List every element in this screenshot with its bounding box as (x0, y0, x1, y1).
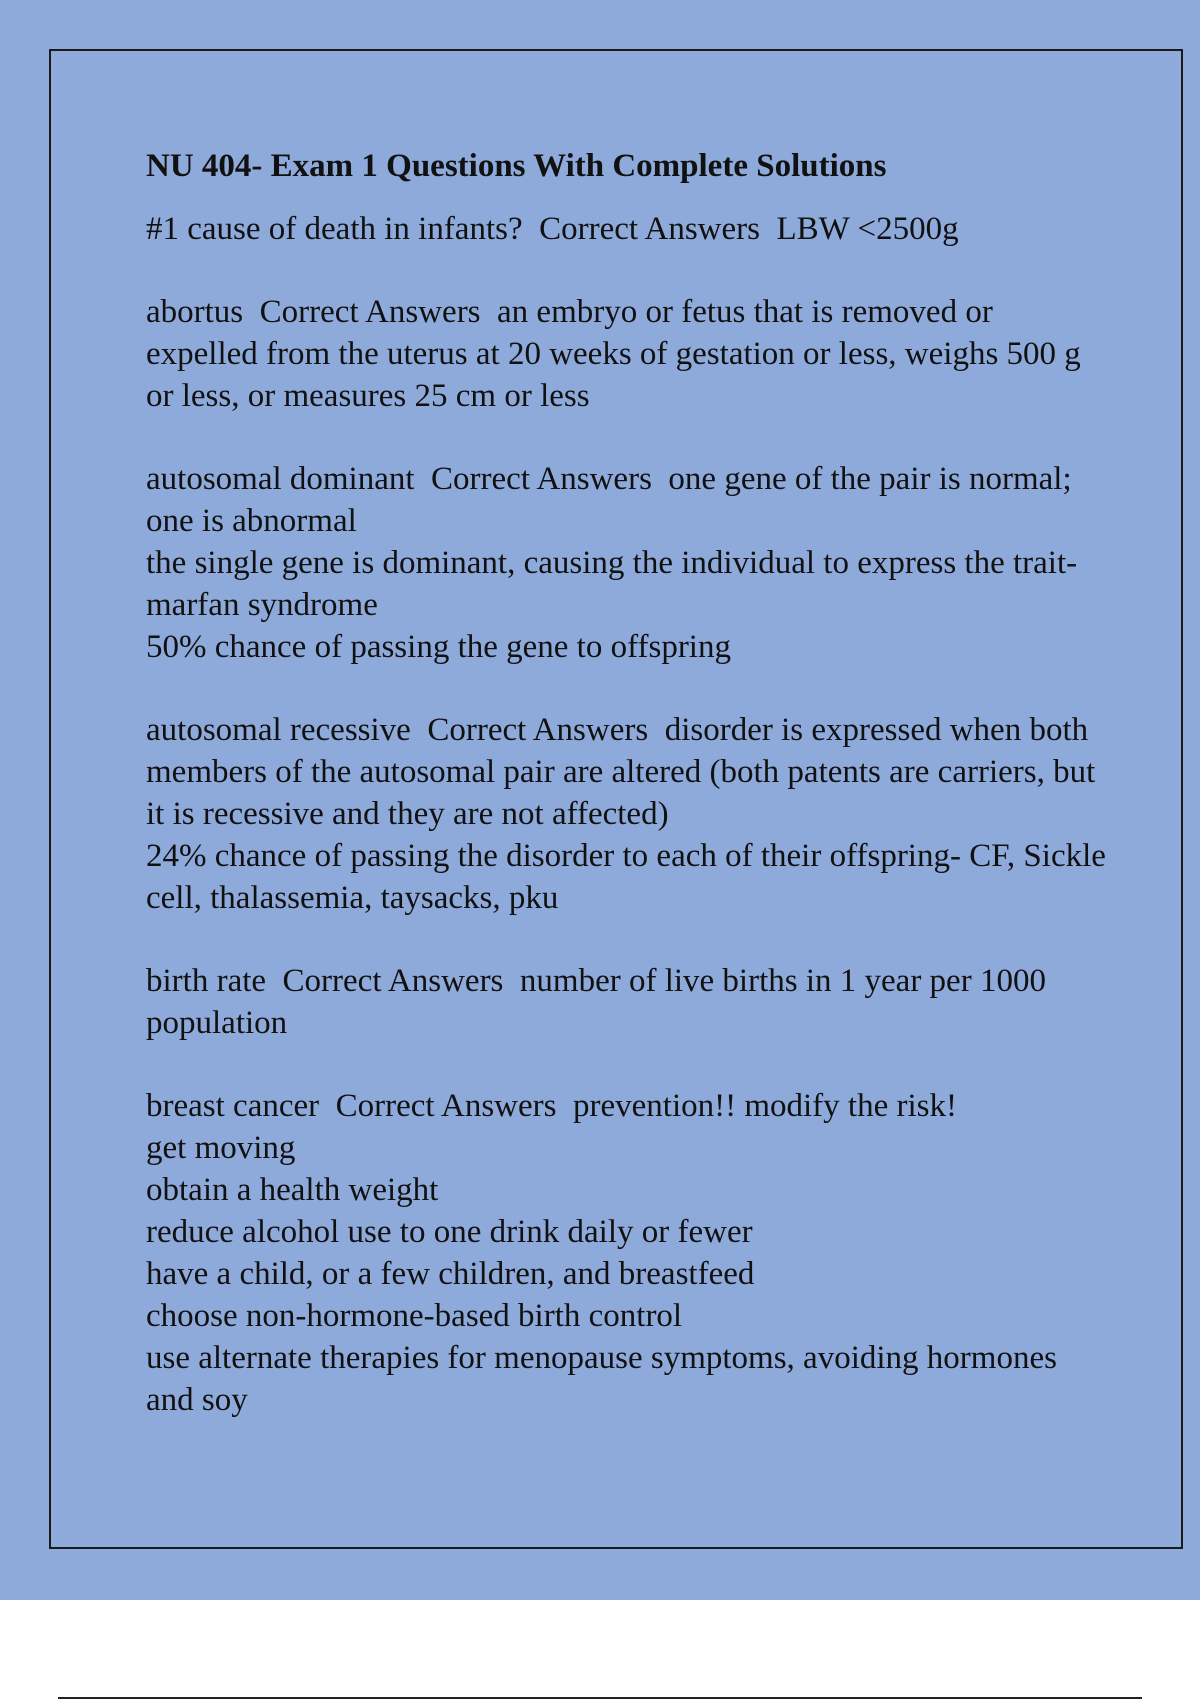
entry-answer-line: choose non-hormone-based birth control (146, 1298, 683, 1334)
entry-answer-line: use alternate therapies for menopause symptoms, avoiding hormones and soy (146, 1340, 1057, 1418)
entry-question: #1 cause of death in infants? (146, 211, 523, 247)
footer-divider (58, 1697, 1142, 1699)
entry-answer-line: have a child, or a few children, and breastfeed (146, 1256, 755, 1292)
entry-answer: prevention!! modify the risk! (573, 1088, 957, 1124)
qa-entry (146, 208, 1106, 250)
document-title: NU 404- Exam 1 Questions With Complete Solutions (146, 148, 887, 184)
entry-answer: one gene of the pair is normal; one is abnormal (146, 461, 1080, 539)
entry-question: abortus (146, 294, 244, 330)
qa-entry (146, 709, 1106, 919)
correct-answers-label: Correct Answers (266, 963, 520, 999)
entry-question: birth rate (146, 963, 267, 999)
entry-answer-line: 24% chance of passing the disorder to each of their offspring- CF, Sickle cell, thalassemia, taysacks, pku (146, 838, 1106, 916)
qa-entry (146, 291, 1106, 417)
entry-answer-line: the single gene is dominant, causing the individual to express the trait- marfan syndrome (146, 545, 1078, 623)
entry-answer-line: 50% chance of passing the gene to offspring (146, 629, 731, 665)
entry-answer-line: obtain a health weight (146, 1172, 439, 1208)
qa-entry (146, 960, 1106, 1044)
entry-question: breast cancer (146, 1088, 320, 1124)
entry-answer-line: get moving (146, 1130, 296, 1166)
entry-answer-line: reduce alcohol use to one drink daily or fewer (146, 1214, 753, 1250)
correct-answers-label: Correct Answers (410, 712, 665, 748)
entry-answer: LBW <2500g (776, 211, 959, 247)
correct-answers-label: Correct Answers (522, 211, 777, 247)
qa-entry (146, 458, 1106, 668)
document-body (146, 140, 1106, 1462)
entry-answer: disorder is expressed when both members of the autosomal pair are altered (both patents are carriers, but it is recessive and they are not affected) (146, 712, 1104, 832)
correct-answers-label: Correct Answers (319, 1088, 573, 1124)
correct-answers-label: Correct Answers (243, 294, 498, 330)
entry-answer: number of live births in 1 year per 1000 population (146, 963, 1055, 1041)
entry-question: autosomal recessive (146, 712, 411, 748)
entry-question: autosomal dominant (146, 461, 415, 497)
entry-answer: an embryo or fetus that is removed or expelled from the uterus at 20 weeks of gestation or less, weighs 500 g or less, or measures 25 cm or less (146, 294, 1090, 414)
qa-entry (146, 1085, 1106, 1421)
correct-answers-label: Correct Answers (414, 461, 669, 497)
